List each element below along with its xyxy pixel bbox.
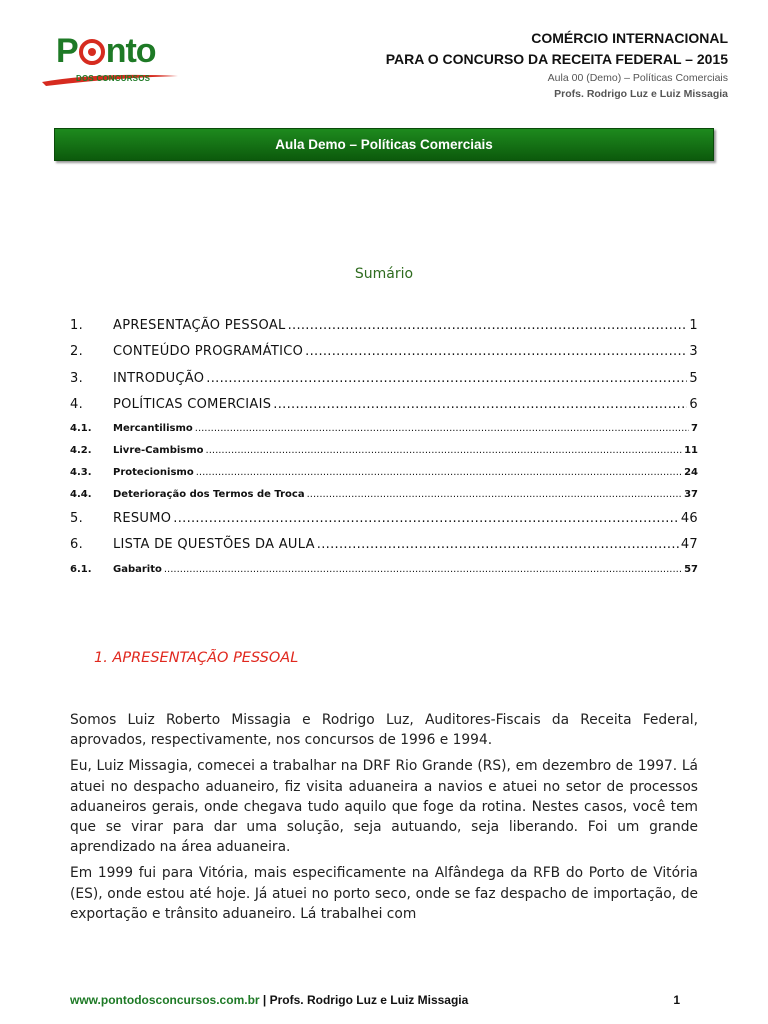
table-of-contents — [70, 318, 698, 586]
toc-label: APRESENTAÇÃO PESSOAL — [113, 318, 286, 333]
toc-entry[interactable] — [70, 423, 698, 445]
ponto-logo — [40, 28, 180, 88]
professors: Profs. Rodrigo Luz e Luiz Missagia — [554, 88, 728, 100]
lesson-title-bar: Aula Demo – Políticas Comerciais — [54, 128, 714, 161]
page-number: 1 — [673, 993, 680, 1007]
toc-entry[interactable] — [70, 489, 698, 511]
toc-number: 2. — [70, 344, 84, 360]
logo-subtitle: DOS CONCURSOS — [76, 74, 151, 83]
footer-separator: | — [262, 993, 267, 1007]
toc-number: 4.2. — [70, 445, 92, 457]
toc-number: 4.1. — [70, 423, 92, 435]
toc-entry[interactable] — [70, 564, 698, 586]
target-icon — [79, 39, 105, 65]
toc-page: 47 — [680, 537, 698, 553]
toc-number: 5. — [70, 511, 84, 527]
section-heading: 1. APRESENTAÇÃO PESSOAL — [94, 650, 299, 666]
footer-site-link[interactable]: www.pontodosconcursos.com.br — [70, 993, 260, 1007]
page-footer — [70, 993, 698, 1007]
toc-number: 6.1. — [70, 563, 92, 575]
footer-authors: Profs. Rodrigo Luz e Luiz Missagia — [269, 993, 469, 1007]
toc-entry[interactable] — [70, 397, 698, 423]
toc-page: 3 — [689, 344, 698, 360]
document-header — [386, 28, 728, 102]
summary-title: Sumário — [354, 266, 414, 282]
toc-leader — [206, 445, 683, 456]
toc-leader — [307, 489, 682, 500]
toc-label: Mercantilismo — [113, 423, 193, 435]
toc-entry[interactable] — [70, 511, 698, 537]
toc-leader — [288, 318, 688, 333]
toc-leader — [317, 537, 679, 552]
course-title: COMÉRCIO INTERNACIONAL — [531, 30, 728, 46]
toc-entry[interactable] — [70, 467, 698, 489]
toc-entry[interactable] — [70, 318, 698, 344]
body-text — [70, 710, 698, 930]
toc-number: 4. — [70, 396, 84, 412]
paragraph: Somos Luiz Roberto Missagia e Rodrigo Luz, Auditores-Fiscais da Receita Federal, aprovados, respectivamente, nos concursos de 1996 e 1994. — [70, 712, 698, 749]
toc-leader — [206, 371, 687, 386]
toc-page: 5 — [689, 370, 698, 386]
toc-leader — [196, 467, 682, 478]
toc-page: 7 — [691, 423, 698, 435]
toc-number: 4.4. — [70, 489, 92, 501]
toc-entry[interactable] — [70, 371, 698, 397]
toc-entry[interactable] — [70, 445, 698, 467]
toc-label: Livre-Cambismo — [113, 445, 204, 457]
toc-label: RESUMO — [113, 511, 172, 527]
toc-page: 1 — [689, 318, 698, 333]
logo-wordmark: P nto — [56, 32, 156, 70]
toc-leader — [164, 564, 682, 575]
toc-number: 3. — [70, 370, 84, 386]
course-subtitle: PARA O CONCURSO DA RECEITA FEDERAL – 2015 — [385, 51, 728, 67]
toc-label: Deterioração dos Termos de Troca — [113, 489, 305, 501]
toc-leader — [195, 423, 689, 434]
toc-label: Gabarito — [113, 563, 162, 575]
lesson-name: Aula 00 (Demo) – Políticas Comerciais — [547, 72, 728, 84]
toc-label: INTRODUÇÃO — [113, 370, 205, 386]
toc-page: 24 — [684, 467, 698, 479]
paragraph: Em 1999 fui para Vitória, mais especificamente na Alfândega da RFB do Porto de Vitória (ES), onde estou até hoje. Já atuei no porto seco, onde se faz despacho de importação, de exportação e trânsito aduaneiro. Lá trabalhei com — [70, 865, 698, 922]
toc-page: 6 — [689, 396, 698, 412]
paragraph: Eu, Luiz Missagia, comecei a trabalhar na DRF Rio Grande (RS), em dezembro de 1997. Lá atuei no despacho aduaneiro, fiz visita aduaneira a navios e atuei no setor de processos aduaneiros gerais, onde chegava tudo aquilo que foge da rotina. Nestes casos, você tem que se virar para dar uma solução, seja autuando, seja liberando. Foi um grande aprendizado na área aduaneira. — [70, 758, 698, 856]
toc-label: CONTEÚDO PROGRAMÁTICO — [113, 344, 304, 360]
toc-label: LISTA DE QUESTÕES DA AULA — [113, 537, 315, 553]
toc-page: 46 — [680, 511, 698, 527]
toc-page: 11 — [684, 445, 698, 457]
toc-page: 57 — [684, 563, 698, 575]
toc-entry[interactable] — [70, 344, 698, 370]
toc-leader — [305, 344, 687, 359]
toc-label: Protecionismo — [113, 467, 194, 479]
toc-leader — [173, 511, 679, 526]
toc-number: 1. — [70, 318, 84, 333]
toc-label: POLÍTICAS COMERCIAIS — [113, 396, 272, 412]
toc-page: 37 — [684, 489, 698, 501]
toc-leader — [273, 397, 687, 412]
toc-number: 6. — [70, 537, 84, 553]
toc-number: 4.3. — [70, 467, 92, 479]
toc-entry[interactable] — [70, 537, 698, 563]
